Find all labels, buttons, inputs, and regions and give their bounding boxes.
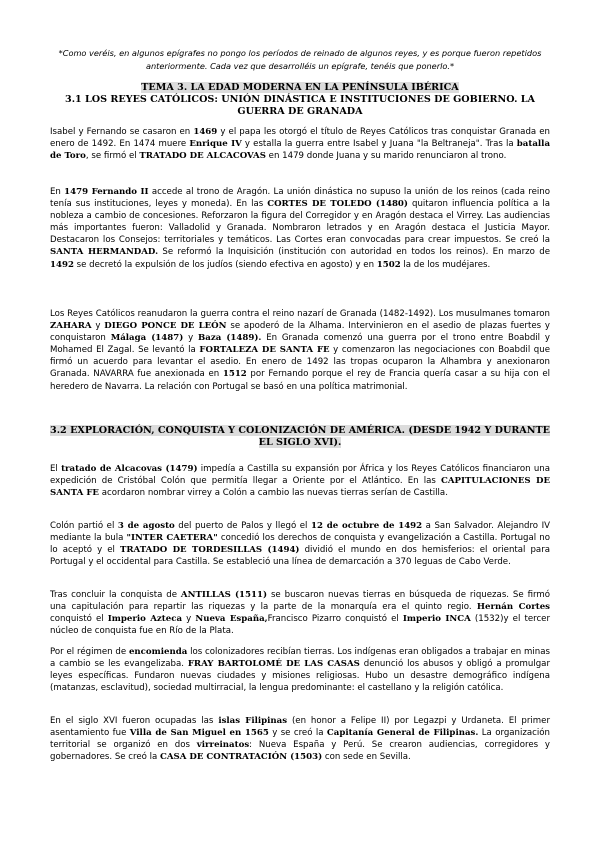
bold-run: Villa de San Miguel en 1565 [129,728,269,739]
paragraph [50,308,550,393]
intro-note: *Como veréis, en algunos epígrafes no pongo los períodos de reinado de algunos reyes, y es porque fueron repetidos anteriormente. Cada vez que desarrolléis un epígrafe, tenéis que ponerlo.* [58,48,542,71]
bold-run: CAPITULACIONES DE SANTA FE [50,476,550,499]
text-run: Colón partió el [50,521,118,531]
section-2-title [50,425,550,449]
bold-run: 3 de agosto [117,521,175,531]
bold-run: ZAHARA [50,321,92,332]
text-run: : Nueva España y Perú. Se crearon audiencias, corregidores y gobernadores. Se creó la [50,740,550,763]
text-run: se decretó la expulsión de los judíos (siendo efectiva en agosto) y en [73,259,377,270]
text-run: por Fernando porque el rey de Francia quería casar a su hija con el heredero de Navarra. La relación con Portugal se basó en una política matrimonial. [50,369,551,392]
bold-run: CASA DE CONTRATACIÓN (1503) [160,752,323,763]
topic-title [50,82,550,94]
text-run: se apoderó de la Alhama. Intervinieron en el asedio de plazas fuertes y conquistaron [50,321,550,344]
section-2-title-text: 3.2 EXPLORACIÓN, CONQUISTA Y COLONIZACIÓN DE AMÉRICA. (DESDE 1942 Y DURANTE EL SIGLO XVI). [50,425,550,448]
bold-run: ANTILLAS (1511) [180,590,268,600]
text-run: Isabel y Fernando se casaron en [50,127,194,137]
section-1-title: 3.1 LOS REYES CATÓLICOS: UNIÓN DINÁSTICA E INSTITUCIONES DE GOBIERNO. LA GUERRA DE GRANADA [65,94,535,117]
bold-run: 1512 [222,369,247,380]
text-run: y el papa les otorgó el título de Reyes Católicos tras conquistar Granada en enero de 1492. En 1474 muere [50,127,550,150]
bold-run: virreinatos [196,740,250,751]
text-run: concedió los derechos de conquista y evangelización a Castilla. Portugal no lo aceptó y el [50,533,551,556]
bold-run: Enrique IV [189,139,242,150]
text-run: a San Salvador. Alejandro IV mediante la bula [50,521,551,544]
text-run: impedía a Castilla su expansión por África y los Reyes Católicos financiaron una expedición de Cristóbal Colón que permitía llegar a Oriente por el Atlántico. En las [50,464,550,487]
text-run: se buscaron nuevas tierras en búsqueda de riquezas. Se firmó una capitulación para repartir las riquezas y la parte de la monarquía era el quinto regio. [50,590,550,613]
bold-run: 1502 [376,259,401,270]
text-run: dividió el mundo en dos hemisferios: el oriental para Portugal y el occidental para Castilla. Se estableció una línea de demarcación a 370 leguas de Cabo Verde. [50,545,551,568]
text-run: accede al trono de Aragón. La unión dinástica no supuso la unión de los reinos (cada reino tenía sus instituciones, leyes y moneda). En las [50,187,551,210]
paragraph [50,715,550,763]
bold-run: Nueva España, [195,614,268,625]
text-run: Se reformó la Inquisición (institución con autoridad en todos los reinos). En marzo de [158,247,550,258]
bold-run: 1469 [193,127,218,137]
bold-run: SANTA HERMANDAD. [50,247,159,258]
text-run: la de los mudéjares. [400,259,491,270]
bold-run: Imperio INCA [402,614,471,625]
text-run: y se creó la [268,728,327,739]
bold-run: CORTES DE TOLEDO (1480) [267,199,408,210]
bold-run: Málaga (1487) [110,333,184,344]
text-run: con sede en Sevilla. [322,752,411,763]
bold-run: Imperio Azteca [107,614,183,625]
bold-run: FRAY BARTOLOMÉ DE LAS CASAS [187,659,360,670]
text-run: los colonizadores recibían tierras. Los indígenas eran obligados a trabajar en minas a cambio se les evangelizaba. [50,647,551,670]
bold-run: TRATADO DE TORDESILLAS (1494) [120,545,300,556]
text-run: y [183,333,198,344]
text-run: Francisco Pizarro conquistó el [267,614,403,625]
text-run: En Granada comenzó una guerra por el trono entre Boabdil y Mohamed El Zagal. Se levantó la [50,333,550,356]
text-run: quitaron influencia política a la nobleza a cambio de concesiones. Reforzaron la figura del Corregidor y en Aragón destaca el Virrey. Las audiencias más importantes fueron: Valladolid y Granada. Nombraron letrados y en Aragón destaca el Justicia Mayor. Destacaron los Consejos: territoriales y temáticos. Las Cortes eran convocadas para crear impuestos. Se creó la [50,199,550,246]
bold-run: FORTALEZA DE SANTA FE [199,345,330,356]
text-run: El [50,464,62,474]
text-run: denunció los abusos y obligó a promulgar leyes específicas. Fundaron nuevas ciudades y misiones religiosas. Hubo un desastre demográfico indígena (matanzas, esclavitud), sociedad multirracial, la lengua predominante: el castellano y la religión católica. [50,659,550,694]
text-run: Tras concluir la conquista de [50,590,181,600]
text-run: La organización territorial se organizó en dos [50,728,550,751]
bold-run: "INTER CAETERA" [126,533,218,544]
bold-run: tratado de Alcacovas (1479) [61,464,198,474]
text-run: y comenzaron las negociaciones con Boabdil que firmó un acuerdo para levantar el asedio. En enero de 1492 las tropas ocuparon la Alhambra y anexionaron Granada. NAVARRA fue anexionada en [50,345,550,380]
text-run: y estalla la guerra entre Isabel y Juana "la Beltraneja". Tras la [241,139,517,150]
bold-run: batalla de Toro [50,139,551,162]
bold-run: Hernán Cortes [476,602,550,613]
bold-run: 1492 [50,259,74,270]
text-run: (en honor a Felipe II) por Legazpi y Urdaneta. El primer asentamiento fue [50,716,550,739]
paragraph [50,126,550,162]
bold-run: Capitanía General de Filipinas. [326,728,479,739]
bold-run: DIEGO PONCE DE LEÓN [104,321,227,332]
text-run: y [182,614,196,625]
text-run: (1532)y el tercer núcleo de conquista fue en Río de la Plata. [50,614,550,637]
text-run: Los Reyes Católicos reanudaron la guerra contra el reino nazarí de Granada (1482-1492). Los musulmanes tomaron [50,309,550,319]
text-run: y [91,321,105,332]
text-run: , se firmó el [85,151,140,162]
text-run: Por el régimen de [50,647,129,657]
text-run: En [50,187,65,197]
text-run: en 1479 donde Juana y su marido renunciaron al trono. [265,151,507,162]
text-run: En el siglo XVI fueron ocupadas las [50,716,219,726]
text-run: del puerto de Palos y llegó el [174,521,311,531]
paragraph [50,646,550,694]
bold-run: Baza (1489). [198,333,262,344]
paragraph [50,463,550,499]
bold-run: 12 de octubre de 1492 [310,521,423,531]
paragraph [50,520,550,568]
bold-run: islas Filipinas [218,716,288,726]
bold-run: encomienda [128,647,188,657]
paragraph [50,186,550,271]
text-run: conquistó el [50,614,108,625]
bold-run: 1479 Fernando II [64,187,149,197]
topic-title-text: TEMA 3. LA EDAD MODERNA EN LA PENÍNSULA IBÉRICA [141,82,459,93]
paragraph [50,589,550,637]
bold-run: TRATADO DE ALCACOVAS [139,151,266,162]
text-run: acordaron nombrar virrey a Colón a cambio las nuevas tierras serían de Castilla. [98,488,448,499]
